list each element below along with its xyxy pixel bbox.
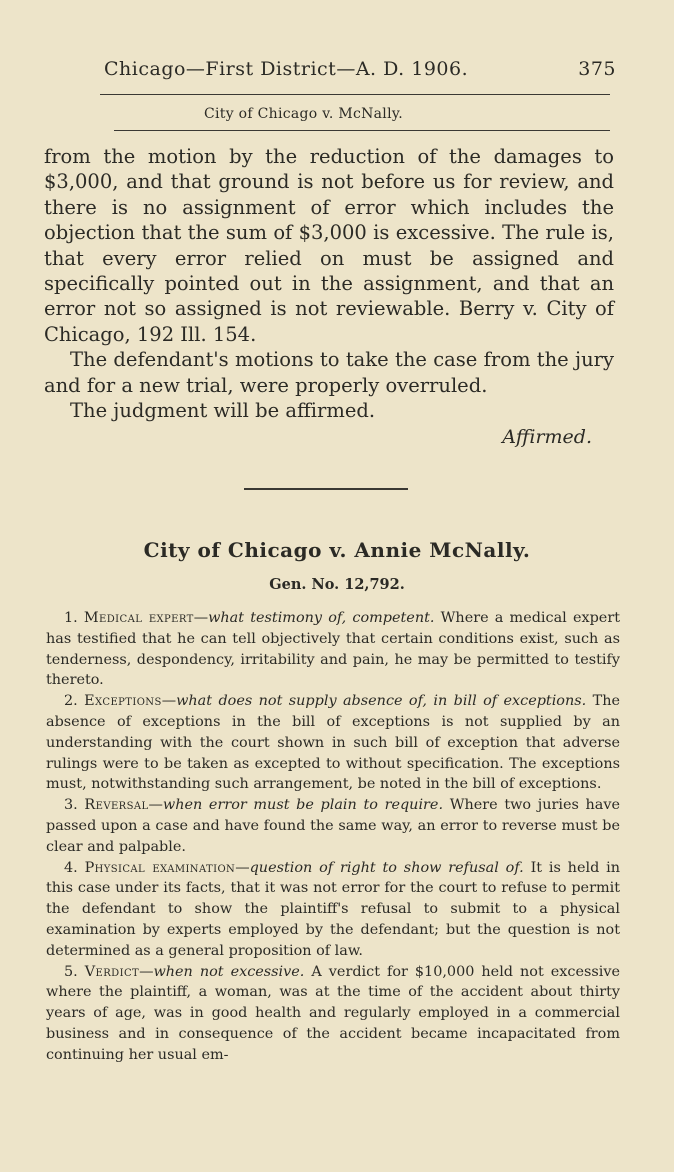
running-head bbox=[104, 58, 624, 80]
opinion-paragraph-3: The judgment will be affirmed. bbox=[70, 399, 376, 423]
headnote-text: It is held in this case under its facts, that it was not error for the court to refuse to permit the defendant to show the plaintiff's refusal to submit to a physical examination by experts employed by the defendant; but the question is not determined as a general proposition of law. bbox=[46, 859, 620, 959]
disposition: Affirmed. bbox=[502, 426, 592, 448]
case-caption-header: City of Chicago v. McNally. bbox=[204, 106, 403, 122]
headnote-topic: Exceptions bbox=[84, 693, 162, 710]
headnote: 1. Medical expert—what testimony of, competent. Where a medical expert has testified that he can tell objectively that certain conditions exist, such as tenderness, despondency, irritability and pain, he may be permitted to testify thereto. bbox=[46, 610, 620, 689]
headnote-subtopic: what does not supply absence of, in bill of exceptions. bbox=[176, 693, 587, 710]
headnote-topic: Reversal bbox=[84, 797, 149, 814]
headnote-text: Where two juries have passed upon a case and have found the same way, an error to reverse must be clear and palpable. bbox=[46, 797, 621, 855]
header-rule-bottom bbox=[114, 130, 610, 131]
headnote-topic: Medical expert bbox=[83, 610, 194, 626]
opinion-continuation bbox=[44, 144, 614, 423]
headnote: 5. Verdict—when not excessive. A verdict for $10,000 held not excessive where the plaintiff, a woman, was at the time of the accident about thirty years of age, was in good health and regularly employed in a commercial business and in consequence of the accident became incapacitated from continuing her usual em- bbox=[46, 963, 620, 1063]
headnotes bbox=[46, 608, 620, 1066]
headnote-text: The absence of exceptions in the bill of exceptions is not supplied by an understanding with the court shown in such bill of exception that adverse rulings were to be taken as excepted to without specification. The exceptions must, notwithstanding such arrangement, be noted in the bill of exceptions. bbox=[46, 693, 621, 793]
headnote-topic: Physical examination bbox=[84, 859, 236, 876]
opinion-paragraph-1: from the motion by the reduction of the damages to $3,000, and that ground is not before us for review, and there is no assignment of error which includes the objection that the sum of $3,000 is excessive. The rule is, that every error relied on must be assigned and specifically pointed out in the assignment, and that an error not so assigned is not reviewable. Berry v. City of Chicago, 192 Ill. 154. bbox=[44, 145, 614, 346]
headnote-text: A verdict for $10,000 held not excessive where the plaintiff, a woman, was at the time of the accident about thirty years of age, was in good health and regularly employed in a commercial business and in consequence of the accident became incapacitated from continuing her usual em- bbox=[46, 963, 620, 1063]
headnote: 2. Exceptions—what does not supply absence of, in bill of exceptions. The absence of exceptions in the bill of exceptions is not supplied by an understanding with the court shown in such bill of exception that adverse rulings were to be taken as excepted to without specification. The exceptions must, notwithstanding such arrangement, be noted in the bill of exceptions. bbox=[46, 693, 621, 793]
case-title: City of Chicago v. Annie McNally. bbox=[143, 538, 531, 562]
headnote-subtopic: when not excessive. bbox=[153, 963, 305, 980]
headnote-subtopic: what testimony of, competent. bbox=[208, 610, 435, 626]
running-head-title: Chicago—First District—A. D. 1906. bbox=[104, 58, 469, 80]
section-divider bbox=[244, 488, 408, 490]
header-rule-top bbox=[100, 94, 610, 95]
headnote: 4. Physical examination—question of right to show refusal of. It is held in this case under its facts, that it was not error for the court to refuse to permit the defendant to show the plaintiff's refusal to submit to a physical examination by experts employed by the defendant; but the question is not determined as a general proposition of law. bbox=[46, 859, 620, 959]
headnote-subtopic: when error must be plain to require. bbox=[162, 797, 444, 814]
headnote-subtopic: question of right to show refusal of. bbox=[249, 859, 524, 876]
headnote: 3. Reversal—when error must be plain to require. Where two juries have passed upon a case and have found the same way, an error to reverse must be clear and palpable. bbox=[46, 797, 621, 855]
docket-number: Gen. No. 12,792. bbox=[269, 576, 405, 593]
opinion-paragraph-2: The defendant's motions to take the case from the jury and for a new trial, were properly overruled. bbox=[44, 348, 614, 397]
headnote-text: Where a medical expert has testified that he can tell objectively that certain conditions exist, such as tenderness, despondency, irritability and pain, he may be permitted to testify thereto. bbox=[46, 610, 620, 689]
headnote-topic: Verdict bbox=[84, 963, 140, 980]
page-number: 375 bbox=[578, 58, 616, 80]
